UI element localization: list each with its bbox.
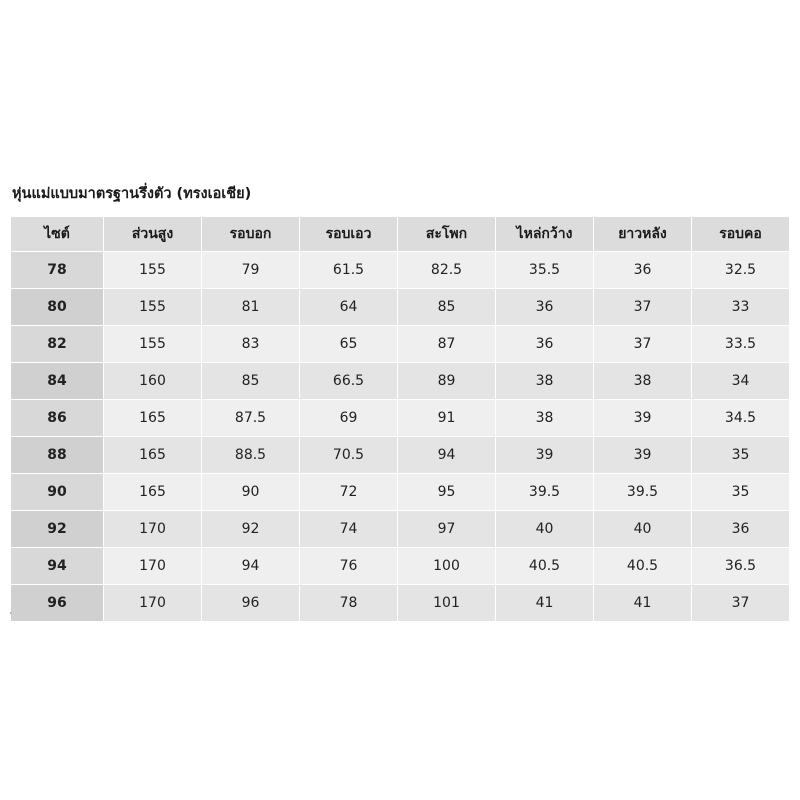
cell-shoulder: 40.5: [496, 548, 594, 585]
cell-shoulder: 41: [496, 585, 594, 622]
cell-shoulder: 38: [496, 400, 594, 437]
cell-height: 170: [104, 511, 202, 548]
cell-hip: 95: [398, 474, 496, 511]
cell-neck: 34: [692, 363, 790, 400]
cell-neck: 36.5: [692, 548, 790, 585]
cell-back-length: 38: [594, 363, 692, 400]
column-header-neck: รอบคอ: [692, 217, 790, 252]
table-row: [11, 400, 790, 437]
cell-bust: 83: [202, 326, 300, 363]
cell-hip: 85: [398, 289, 496, 326]
cell-size: 92: [11, 511, 104, 548]
cell-waist: 61.5: [300, 252, 398, 289]
cell-height: 155: [104, 289, 202, 326]
cell-waist: 64: [300, 289, 398, 326]
cell-neck: 32.5: [692, 252, 790, 289]
cell-neck: 33: [692, 289, 790, 326]
cell-shoulder: 39.5: [496, 474, 594, 511]
table-row: [11, 289, 790, 326]
cell-waist: 76: [300, 548, 398, 585]
decorative-dot: [10, 612, 12, 614]
cell-neck: 33.5: [692, 326, 790, 363]
cell-bust: 94: [202, 548, 300, 585]
cell-back-length: 40: [594, 511, 692, 548]
cell-shoulder: 36: [496, 326, 594, 363]
cell-waist: 74: [300, 511, 398, 548]
cell-size: 84: [11, 363, 104, 400]
cell-height: 155: [104, 252, 202, 289]
cell-back-length: 39: [594, 437, 692, 474]
cell-height: 170: [104, 585, 202, 622]
cell-size: 94: [11, 548, 104, 585]
table-row: [11, 585, 790, 622]
cell-bust: 81: [202, 289, 300, 326]
cell-back-length: 39.5: [594, 474, 692, 511]
cell-back-length: 40.5: [594, 548, 692, 585]
cell-hip: 91: [398, 400, 496, 437]
column-header-back-length: ยาวหลัง: [594, 217, 692, 252]
cell-height: 165: [104, 400, 202, 437]
table-row: [11, 474, 790, 511]
cell-size: 88: [11, 437, 104, 474]
cell-size: 86: [11, 400, 104, 437]
column-header-bust: รอบอก: [202, 217, 300, 252]
cell-size: 80: [11, 289, 104, 326]
cell-height: 155: [104, 326, 202, 363]
cell-back-length: 39: [594, 400, 692, 437]
cell-waist: 66.5: [300, 363, 398, 400]
page-title: หุ่นแม่แบบมาตรฐานรึ่งตัว (ทรงเอเชีย): [12, 186, 252, 202]
table-row: [11, 548, 790, 585]
cell-bust: 88.5: [202, 437, 300, 474]
cell-bust: 85: [202, 363, 300, 400]
cell-height: 160: [104, 363, 202, 400]
table-row: [11, 363, 790, 400]
size-table: [10, 216, 790, 622]
table-header-row: [11, 217, 790, 252]
cell-hip: 100: [398, 548, 496, 585]
cell-size: 90: [11, 474, 104, 511]
cell-bust: 92: [202, 511, 300, 548]
cell-waist: 78: [300, 585, 398, 622]
cell-shoulder: 36: [496, 289, 594, 326]
table-row: [11, 252, 790, 289]
cell-hip: 94: [398, 437, 496, 474]
cell-height: 165: [104, 437, 202, 474]
cell-bust: 79: [202, 252, 300, 289]
cell-waist: 69: [300, 400, 398, 437]
cell-hip: 101: [398, 585, 496, 622]
cell-shoulder: 35.5: [496, 252, 594, 289]
cell-back-length: 41: [594, 585, 692, 622]
cell-shoulder: 39: [496, 437, 594, 474]
cell-waist: 65: [300, 326, 398, 363]
cell-bust: 90: [202, 474, 300, 511]
table-header: [11, 217, 790, 252]
column-header-shoulder: ไหล่กว้าง: [496, 217, 594, 252]
cell-neck: 36: [692, 511, 790, 548]
cell-height: 165: [104, 474, 202, 511]
cell-neck: 35: [692, 437, 790, 474]
cell-hip: 82.5: [398, 252, 496, 289]
cell-height: 170: [104, 548, 202, 585]
table-row: [11, 511, 790, 548]
cell-shoulder: 38: [496, 363, 594, 400]
column-header-hip: สะโพก: [398, 217, 496, 252]
cell-shoulder: 40: [496, 511, 594, 548]
cell-hip: 89: [398, 363, 496, 400]
cell-back-length: 36: [594, 252, 692, 289]
column-header-waist: รอบเอว: [300, 217, 398, 252]
cell-hip: 87: [398, 326, 496, 363]
cell-neck: 34.5: [692, 400, 790, 437]
size-table-container: [10, 216, 790, 622]
cell-size: 96: [11, 585, 104, 622]
cell-hip: 97: [398, 511, 496, 548]
cell-size: 82: [11, 326, 104, 363]
cell-size: 78: [11, 252, 104, 289]
cell-waist: 70.5: [300, 437, 398, 474]
column-header-height: ส่วนสูง: [104, 217, 202, 252]
cell-neck: 37: [692, 585, 790, 622]
cell-neck: 35: [692, 474, 790, 511]
table-row: [11, 326, 790, 363]
cell-back-length: 37: [594, 326, 692, 363]
cell-bust: 96: [202, 585, 300, 622]
cell-bust: 87.5: [202, 400, 300, 437]
cell-waist: 72: [300, 474, 398, 511]
cell-back-length: 37: [594, 289, 692, 326]
table-row: [11, 437, 790, 474]
table-body: [11, 252, 790, 622]
column-header-size: ไซต์: [11, 217, 104, 252]
